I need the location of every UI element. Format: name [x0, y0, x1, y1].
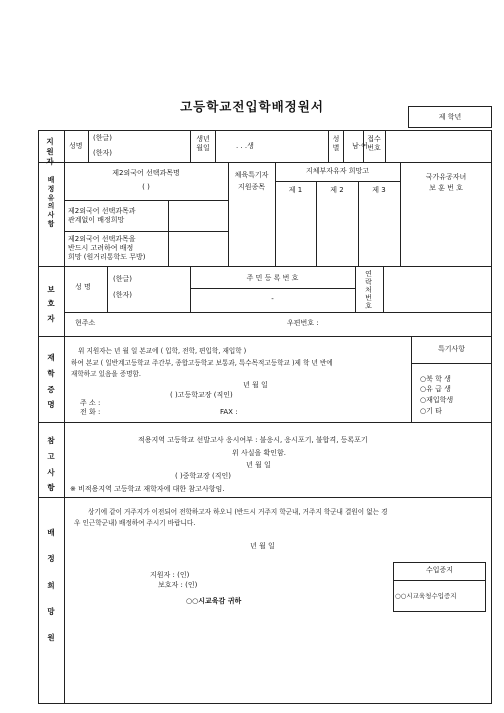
enrollment-fax: FAX :: [220, 408, 238, 416]
special-item-3: ○재입학생: [420, 396, 454, 404]
guardian-name-hangul: (한글): [113, 275, 132, 283]
sports-sub-label: 지원종목: [237, 183, 266, 191]
grade-label: 제 학년: [438, 113, 462, 121]
no-lang-pref-line1: 제2외국어 선택과목과: [68, 207, 136, 215]
reference-line1: 적용지역 고등학교 선발고사 응시여부 : 불응시, 응시포기, 불합격, 등록포기: [138, 436, 368, 444]
reference-date: 년 월 일: [246, 461, 271, 469]
request-applicant-sign: 지원자 : (인): [150, 571, 190, 579]
rrn-label: 주 민 등 록 번 호: [246, 274, 299, 282]
applicant-name-hangul: (한글): [93, 134, 112, 142]
no-lang-pref-line2: 관계없이 배정희망: [68, 216, 125, 224]
must-lang-pref-line3: 희망 (원거리통학도 무방): [68, 253, 146, 261]
guardian-name-hanja: (한자): [113, 291, 132, 299]
address-label: 현주소: [75, 319, 96, 327]
birth-value: . . .생: [236, 142, 254, 150]
applicant-name-hanja: (한자): [93, 149, 112, 157]
enrollment-date: 년 월 일: [243, 381, 268, 389]
sex-label: 성별: [332, 135, 340, 153]
special-item-1: ○북 학 생: [420, 375, 451, 383]
ref-choice-2: 제 2: [330, 186, 344, 194]
special-item-4: ○기 타: [420, 407, 442, 415]
enrollment-address: 주 소 :: [80, 399, 101, 407]
ref-choice-1: 제 1: [288, 186, 303, 194]
enrollment-school-signature: ( )고등학교장 (직인): [170, 391, 233, 399]
request-line2: 우 인근학군내) 배정하여 주시기 바랍니다.: [74, 519, 196, 527]
applicant-section-label: 지원자: [46, 137, 54, 167]
lang2-paren: ( ): [142, 183, 150, 191]
reference-note: ※ 비적용지역 고등학교 재학자에 대한 참고사항임.: [70, 485, 225, 493]
sports-label: 체육특기자: [234, 171, 269, 179]
rrn-dash: -: [271, 295, 274, 303]
must-lang-pref-line2: 반드시 고려하여 배정: [68, 244, 134, 252]
guardian-name-label: 성 명: [75, 283, 91, 291]
special-notes-label: 특기사항: [437, 345, 466, 353]
enrollment-line1: 위 지원자는 년 월 일 본교에 ( 입학, 전학, 편입학, 재입학 ): [78, 347, 247, 355]
veteran-number-label: 보 훈 번 호: [429, 184, 463, 192]
receipt-label: 접수번호: [367, 135, 381, 153]
veteran-label: 국가유공자녀: [425, 173, 467, 181]
request-date: 년 월 일: [250, 542, 275, 550]
ref-school-label: 지체부자유자 희망고: [305, 167, 370, 175]
grade-box: [408, 106, 492, 128]
applicant-name-label: 성명: [69, 142, 83, 150]
enrollment-phone: 전 화 :: [80, 408, 101, 416]
ref-choice-3: 제 3: [372, 186, 386, 194]
sex-value: 남·여: [352, 142, 368, 150]
enrollment-line3: 재학하고 있음을 증명함.: [71, 370, 141, 378]
reference-line2: 위 사실을 확인함.: [232, 449, 287, 457]
enrollment-section-label: 재학증명: [47, 353, 55, 410]
contact-label: 연락처번호: [365, 270, 372, 311]
postal-label: 우편번호 :: [287, 319, 319, 327]
request-recipient: ○○시교육감 귀하: [186, 597, 242, 605]
request-section-label: 배정희망원: [47, 528, 55, 642]
assignment-section-label: 배정유의사항: [47, 176, 55, 229]
birth-label: 생년월일: [196, 135, 210, 153]
reference-section-label: 참고사항: [47, 436, 55, 493]
must-lang-pref-line1: 제2외국어 선택과목을: [68, 235, 136, 243]
guardian-section-label: 보호자: [47, 285, 55, 323]
request-line1: 상기에 같이 거주지가 이전되어 전학하고자 하오니 (반드시 거주지 학군내, 거주지 학군내 결원이 없는 경: [88, 508, 388, 516]
lang2-label: 제2외국어 선택과목명: [112, 169, 180, 177]
special-item-2: ○유 급 생: [420, 385, 451, 393]
request-guardian-sign: 보호자 : (인): [158, 581, 198, 589]
revenue-stamp-label: 수입증지: [425, 566, 454, 574]
enrollment-line2: 하여 본교 ( 일반계고등학교 주간부, 종합고등학교 보통과, 특수목적고등학교 )제 학 년 반에: [71, 359, 333, 367]
page-title: 고등학교전입학배정원서: [180, 99, 324, 114]
revenue-stamp-value: ○○시교육청수입증지: [395, 592, 457, 600]
reference-school-signature: ( )중학교장 (직인): [175, 472, 231, 480]
